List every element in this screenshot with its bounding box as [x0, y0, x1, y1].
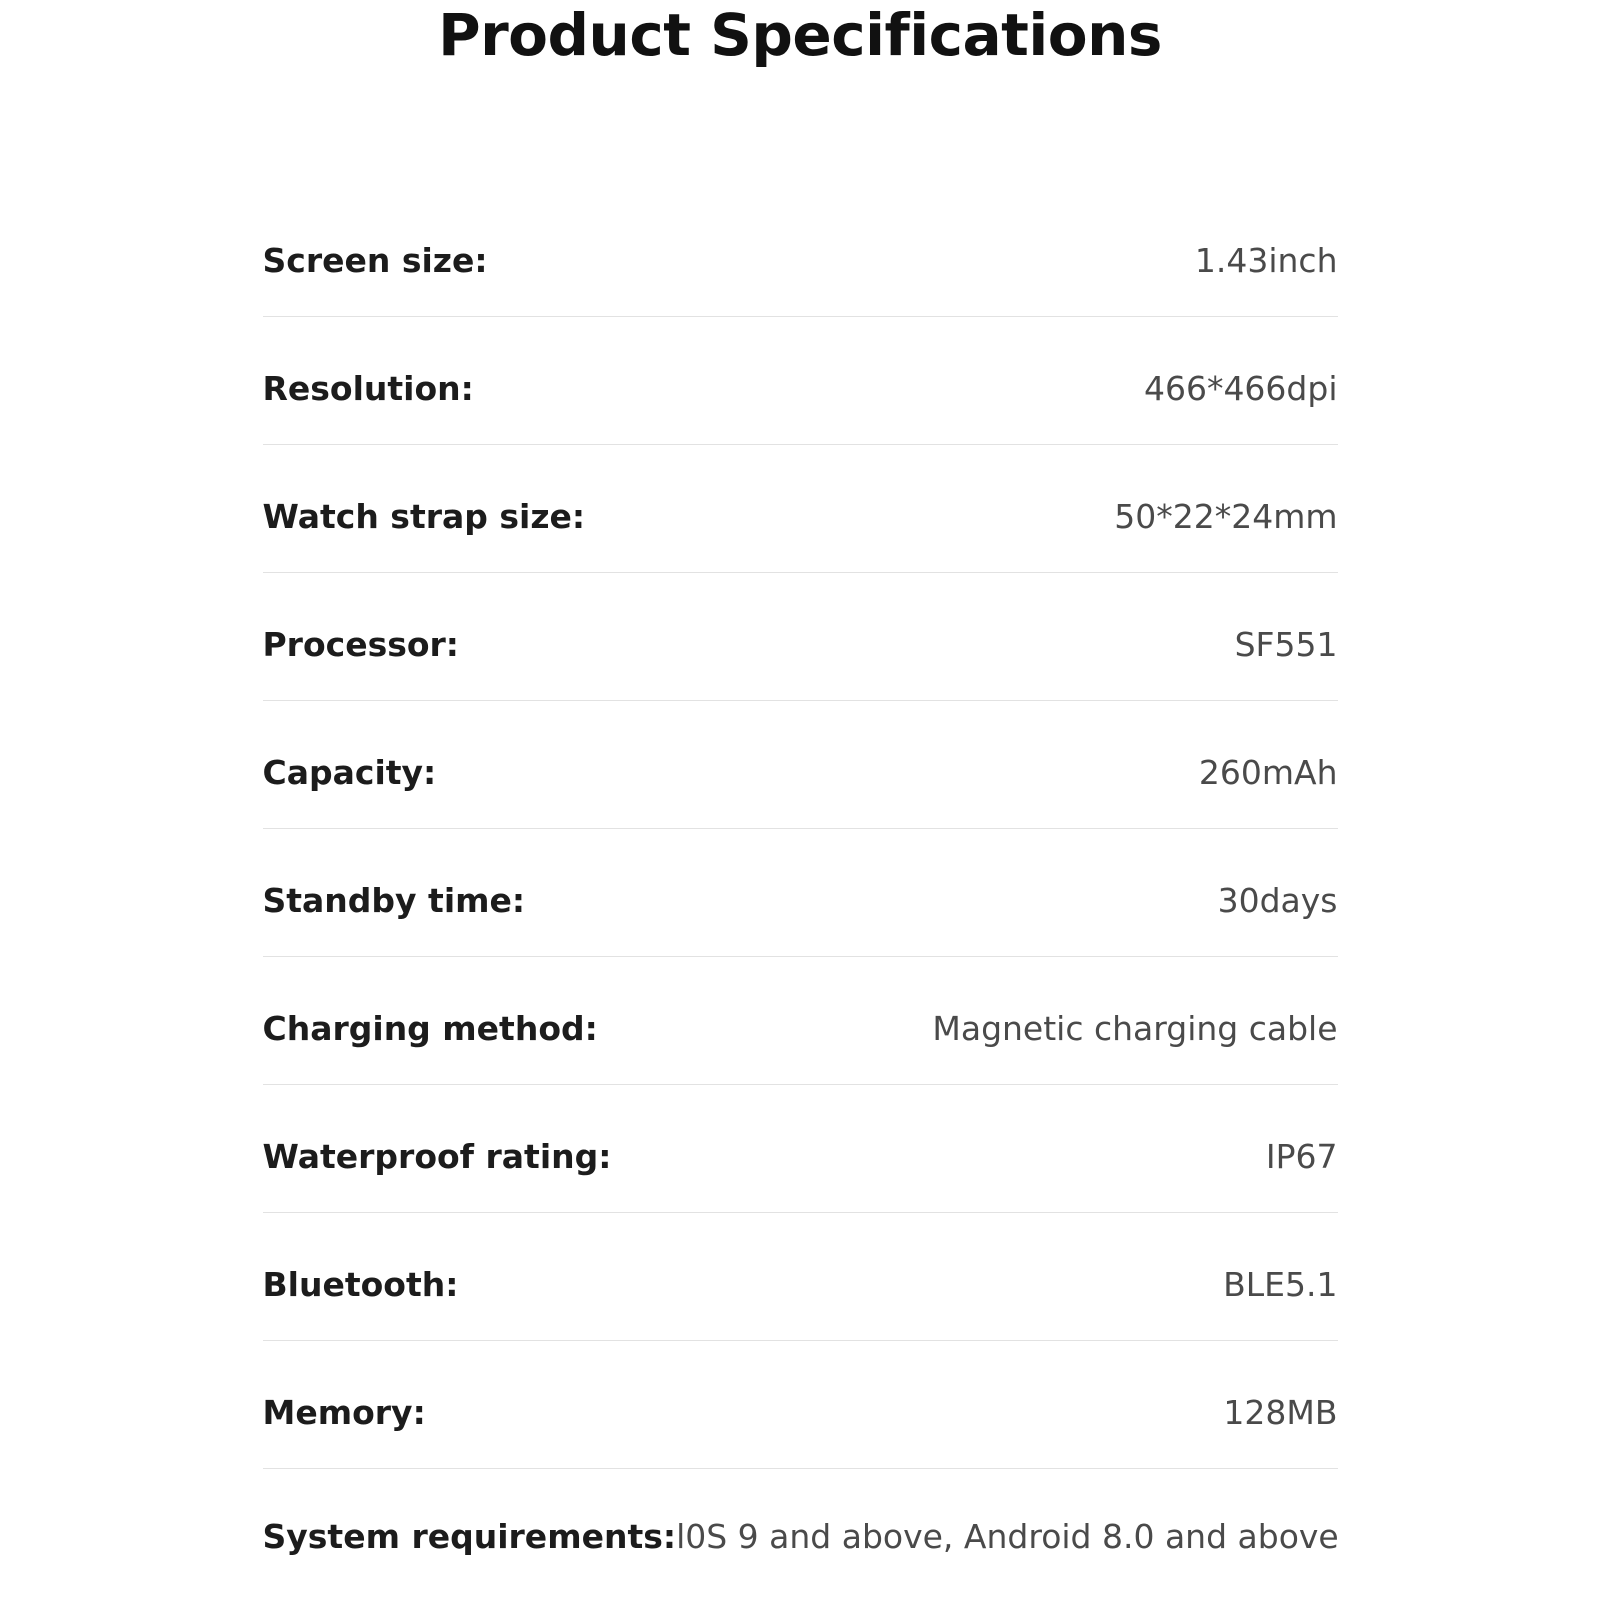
spec-value: BLE5.1 — [1223, 1264, 1338, 1304]
spec-label: Processor: — [262, 624, 460, 664]
spec-value: l0S 9 and above, Android 8.0 and above — [676, 1516, 1339, 1556]
spec-value: Magnetic charging cable — [932, 1008, 1338, 1048]
page-title: Product Specifications — [438, 1, 1162, 69]
table-row — [263, 573, 1338, 701]
spec-label: System requirements: — [262, 1516, 677, 1556]
spec-value: SF551 — [1234, 624, 1338, 664]
spec-label: Resolution: — [262, 368, 474, 408]
spec-value: 1.43inch — [1194, 240, 1338, 280]
table-row — [263, 1085, 1338, 1213]
spec-value: 466*466dpi — [1143, 368, 1338, 408]
spec-value: 128MB — [1223, 1392, 1338, 1432]
spec-label: Charging method: — [262, 1008, 598, 1048]
spec-label: Screen size: — [262, 240, 488, 280]
table-row — [263, 1213, 1338, 1341]
spec-label: Bluetooth: — [262, 1264, 459, 1304]
specifications-table — [263, 69, 1338, 1597]
spec-label: Memory: — [262, 1392, 426, 1432]
spec-value: IP67 — [1265, 1136, 1338, 1176]
table-row — [263, 957, 1338, 1085]
table-row — [263, 317, 1338, 445]
spec-value: 50*22*24mm — [1114, 496, 1338, 536]
spec-label: Standby time: — [262, 880, 526, 920]
table-row — [263, 829, 1338, 957]
table-row — [263, 701, 1338, 829]
table-row — [263, 445, 1338, 573]
spec-value: 260mAh — [1198, 752, 1338, 792]
spec-label: Waterproof rating: — [262, 1136, 612, 1176]
table-row — [263, 1341, 1338, 1469]
spec-label: Capacity: — [262, 752, 437, 792]
table-row — [263, 1469, 1338, 1597]
spec-label: Watch strap size: — [262, 496, 586, 536]
table-row — [263, 189, 1338, 317]
spec-value: 30days — [1217, 880, 1338, 920]
